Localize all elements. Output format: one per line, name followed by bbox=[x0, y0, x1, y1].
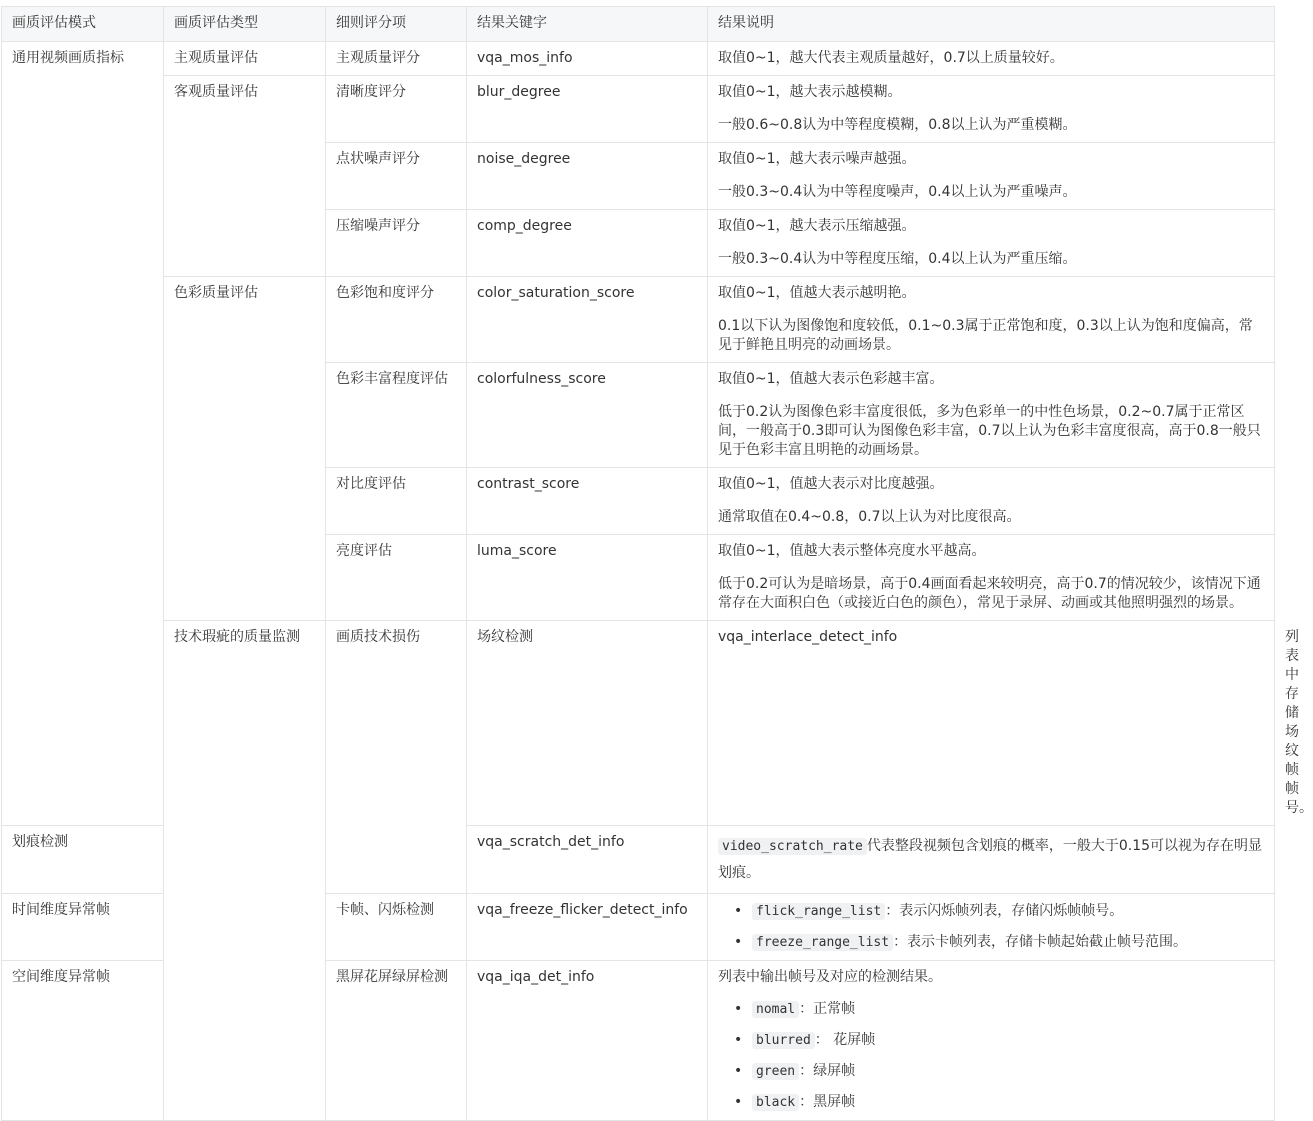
list-item-text: ：表示卡帧列表，存储卡帧起始截止帧号范围。 bbox=[893, 934, 1188, 950]
code-token: green bbox=[752, 1063, 799, 1080]
description-text: 低于0.2可认为是暗场景，高于0.4画面看起来较明亮，高于0.7的情况较少，该情况下通常存在大面积白色（或接近白色的颜色），常见于录屏、动画或其他照明强烈的场景。 bbox=[718, 576, 1261, 611]
description-text: 列表中输出帧号及对应的检测结果。 bbox=[718, 969, 942, 985]
list-item-text: ：正常帧 bbox=[799, 1001, 856, 1017]
description-text: 通常取值在0.4~0.8，0.7以上认为对比度很高。 bbox=[718, 509, 1021, 525]
description-cell bbox=[708, 535, 1275, 621]
description-cell bbox=[708, 42, 1275, 76]
description-text: 取值0~1，越大代表主观质量越好，0.7以上质量较好。 bbox=[718, 50, 1064, 66]
code-token: video_scratch_rate bbox=[718, 838, 867, 855]
description-text: 取值0~1，值越大表示色彩越丰富。 bbox=[718, 371, 944, 387]
header-description: 结果说明 bbox=[708, 7, 1275, 42]
list-item bbox=[734, 1061, 1265, 1082]
type-cell: 色彩质量评估 bbox=[164, 277, 326, 621]
description-text: 0.1以下认为图像饱和度较低，0.1~0.3属于正常饱和度，0.3以上认为饱和度偏高，常见于鲜艳且明亮的动画场景。 bbox=[718, 318, 1253, 353]
description-text: 一般0.6~0.8认为中等程度模糊，0.8以上认为严重模糊。 bbox=[718, 117, 1077, 133]
type-cell: 时间维度异常帧 bbox=[2, 894, 164, 961]
keyword-cell: noise_degree bbox=[467, 143, 708, 210]
list-item bbox=[734, 1030, 1265, 1051]
description-cell bbox=[708, 826, 1275, 894]
keyword-cell: blur_degree bbox=[467, 76, 708, 143]
table-row bbox=[2, 277, 1275, 363]
header-item: 细则评分项 bbox=[326, 7, 467, 42]
keyword-cell: vqa_iqa_det_info bbox=[467, 961, 708, 1121]
description-text: 取值0~1，越大表示压缩越强。 bbox=[718, 218, 916, 234]
bullet-icon: • bbox=[734, 1063, 743, 1079]
description-cell bbox=[708, 277, 1275, 363]
code-token: black bbox=[752, 1094, 799, 1111]
list-item bbox=[734, 932, 1265, 953]
type-cell: 客观质量评估 bbox=[164, 76, 326, 277]
bullet-icon: • bbox=[734, 1032, 743, 1048]
item-cell: 划痕检测 bbox=[2, 826, 164, 894]
keyword-cell: vqa_mos_info bbox=[467, 42, 708, 76]
list-item bbox=[734, 999, 1265, 1020]
keyword-cell: contrast_score bbox=[467, 468, 708, 535]
description-text: 取值0~1，值越大表示越明艳。 bbox=[718, 285, 916, 301]
item-cell: 黑屏花屏绿屏检测 bbox=[326, 961, 467, 1121]
bullet-list bbox=[718, 999, 1265, 1113]
keyword-cell: comp_degree bbox=[467, 210, 708, 277]
table-row: 技术瑕疵的质量监测 画质技术损伤 场纹检测 vqa_interlace_detect_info 列表中存储场纹帧帧号。 bbox=[2, 621, 1275, 826]
description-text: 代表整段视频包含划痕的概率，一般大于0.15可以视为存在明显划痕。 bbox=[718, 838, 1263, 881]
description-text: 取值0~1，越大表示越模糊。 bbox=[718, 84, 902, 100]
item-cell: 点状噪声评分 bbox=[326, 143, 467, 210]
item-cell: 色彩丰富程度评估 bbox=[326, 363, 467, 468]
list-item-text: ： 花屏帧 bbox=[814, 1032, 876, 1048]
bullet-list bbox=[718, 901, 1265, 953]
keyword-cell: vqa_interlace_detect_info bbox=[708, 621, 1275, 826]
type-cell: 主观质量评估 bbox=[164, 42, 326, 76]
mode-cell: 通用视频画质指标 bbox=[2, 42, 164, 826]
description-cell bbox=[708, 961, 1275, 1121]
description-text: 低于0.2认为图像色彩丰富度很低，多为色彩单一的中性色场景，0.2~0.7属于正常区间，一般高于0.3即可认为图像色彩丰富，0.7以上认为色彩丰富度很高，高于0.8一般只见于色彩丰富且明艳的动画场景。 bbox=[718, 404, 1261, 458]
description-text: 取值0~1，越大表示噪声越强。 bbox=[718, 151, 916, 167]
description-text bbox=[718, 833, 1265, 886]
code-token: nomal bbox=[752, 1001, 799, 1018]
item-cell: 色彩饱和度评分 bbox=[326, 277, 467, 363]
bullet-icon: • bbox=[734, 1094, 743, 1110]
keyword-cell: color_saturation_score bbox=[467, 277, 708, 363]
code-token: blurred bbox=[752, 1032, 815, 1049]
table-header-row bbox=[2, 7, 1275, 42]
item-cell: 主观质量评分 bbox=[326, 42, 467, 76]
code-token: freeze_range_list bbox=[752, 934, 893, 951]
header-keyword: 结果关键字 bbox=[467, 7, 708, 42]
keyword-cell: colorfulness_score bbox=[467, 363, 708, 468]
mode-cell: 技术瑕疵的质量监测 bbox=[164, 621, 326, 1121]
item-cell: 对比度评估 bbox=[326, 468, 467, 535]
keyword-cell: luma_score bbox=[467, 535, 708, 621]
bullet-icon: • bbox=[734, 903, 743, 919]
description-cell bbox=[708, 468, 1275, 535]
list-item-text: ：绿屏帧 bbox=[799, 1063, 856, 1079]
bullet-icon: • bbox=[734, 934, 743, 950]
description-cell bbox=[708, 210, 1275, 277]
item-cell: 压缩噪声评分 bbox=[326, 210, 467, 277]
code-token: flick_range_list bbox=[752, 903, 885, 920]
header-mode: 画质评估模式 bbox=[2, 7, 164, 42]
keyword-cell: vqa_freeze_flicker_detect_info bbox=[467, 894, 708, 961]
description-text: 取值0~1，值越大表示对比度越强。 bbox=[718, 476, 944, 492]
description-cell bbox=[708, 76, 1275, 143]
bullet-icon: • bbox=[734, 1001, 743, 1017]
table-row bbox=[2, 76, 1275, 143]
table-row bbox=[2, 42, 1275, 76]
description-text: 取值0~1，值越大表示整体亮度水平越高。 bbox=[718, 543, 986, 559]
list-item-text: ：黑屏帧 bbox=[799, 1094, 856, 1110]
description-text: 一般0.3~0.4认为中等程度噪声，0.4以上认为严重噪声。 bbox=[718, 184, 1077, 200]
description-cell bbox=[708, 894, 1275, 961]
description-cell bbox=[708, 363, 1275, 468]
list-item-text: ：表示闪烁帧列表，存储闪烁帧帧号。 bbox=[885, 903, 1124, 919]
item-cell: 清晰度评分 bbox=[326, 76, 467, 143]
keyword-cell: vqa_scratch_det_info bbox=[467, 826, 708, 894]
header-type: 画质评估类型 bbox=[164, 7, 326, 42]
list-item bbox=[734, 1092, 1265, 1113]
list-item bbox=[734, 901, 1265, 922]
description-text: 一般0.3~0.4认为中等程度压缩，0.4以上认为严重压缩。 bbox=[718, 251, 1077, 267]
type-cell: 画质技术损伤 bbox=[326, 621, 467, 894]
item-cell: 亮度评估 bbox=[326, 535, 467, 621]
description-cell bbox=[708, 143, 1275, 210]
item-cell: 场纹检测 bbox=[467, 621, 708, 826]
item-cell: 卡帧、闪烁检测 bbox=[326, 894, 467, 961]
quality-evaluation-table bbox=[1, 6, 1313, 1121]
type-cell: 空间维度异常帧 bbox=[2, 961, 164, 1121]
